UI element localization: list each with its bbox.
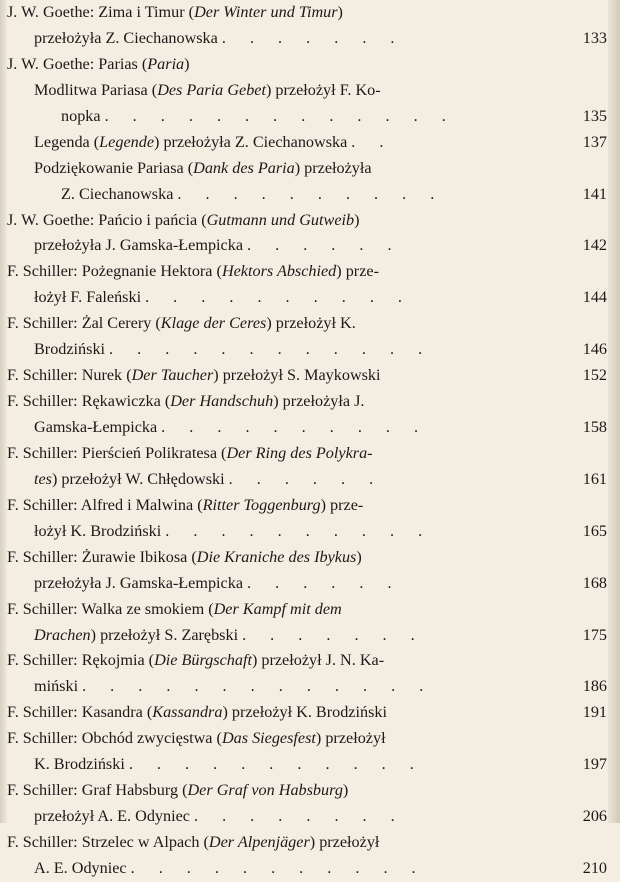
toc-line [7,726,607,752]
original-title: Drachen [34,625,91,644]
dot-leader: . . . . . . . . . . . [130,858,426,877]
page-number: 158 [582,418,607,436]
original-title: Paria [147,54,185,73]
original-title: Das Siegesfest [221,729,316,748]
entry-text: ) przełożył [315,729,386,748]
original-title: Die Kraniche des Ibykus [196,547,357,566]
entry-text: F. Schiller: Pierścień Polikratesa ( [7,443,227,462]
toc-line [7,804,607,830]
toc-line [7,26,607,52]
toc-line [7,156,607,182]
dot-leader: . . . . . . . . [193,807,405,826]
toc-line [7,752,607,778]
toc-line [7,467,607,493]
entry-text: F. Schiller: Kasandra ( [7,703,153,722]
entry-text: ) prze- [336,262,379,281]
toc-line [7,545,607,571]
original-title: Der Handschuh [170,392,274,411]
entry-text: przełożył A. E. Odyniec [34,807,190,826]
entry-text: A. E. Odyniec [34,858,127,877]
toc-line [7,415,607,441]
original-title: tes [34,469,52,488]
entry-text: ) prze- [320,495,364,514]
entry-text: ) przełożył S. Maykowski [213,366,381,385]
entry-text: ) przełożyła J. [273,392,365,411]
page-number: 141 [582,184,607,203]
entry-text: ) przełożył S. Zarębski [90,625,239,644]
toc-line [7,700,607,726]
entry-text: K. Brodziński [34,755,125,774]
entry-text: ) przełożył W. Chłędowski [51,469,225,488]
page-number: 168 [582,573,607,592]
dot-leader: . . . . . . . [242,625,425,644]
entry-text: przełożyła Z. Ciechanowska [34,28,218,47]
original-title: Des Paria Gebet [157,80,266,99]
dot-leader: . . . . . . [228,469,384,488]
page-number: 137 [582,132,607,151]
toc-line [7,856,607,882]
dot-leader: . . . . . . [247,573,402,592]
page-number: 191 [582,703,607,722]
dot-leader: . . . . . . . [221,28,405,47]
page-number: 161 [582,469,607,488]
toc-line [7,285,607,311]
dot-leader: . . [351,132,394,151]
page-number: 135 [582,106,607,125]
entry-text: F. Schiller: Rękojmia ( [7,651,155,670]
dot-leader: . . . . . . . . . . . [128,755,424,774]
toc-line [7,233,607,259]
toc-line [7,389,607,415]
page-number: 197 [582,755,607,774]
entry-text: nopka [61,106,101,125]
page-number: 146 [582,340,607,359]
original-title: Klage der Ceres [160,314,267,333]
dot-leader: . . . . . . . . . . [165,521,433,540]
toc-line [7,337,607,363]
original-title: Ritter Toggenburg [202,495,321,514]
entry-text: przełożyła J. Gamska-Łempicka [34,573,243,592]
entry-text: Brodziński [34,340,106,359]
page-number: 133 [582,28,607,47]
entry-text: Gamska-Łempicka [34,418,158,436]
entry-text: J. W. Goethe: Pańcio i pańcia ( [7,210,207,229]
page-number: 186 [582,677,607,696]
toc-line [7,519,607,545]
entry-text: ) przełożyła [294,158,372,177]
entry-text: ) [342,781,349,800]
dot-leader: . . . . . . . . . . . . . [82,677,434,696]
entry-text: ) przełożył K. [266,314,356,333]
toc-line [7,441,607,467]
original-title: Legende [99,132,155,151]
dot-leader: . . . . . . . . . . [177,184,445,203]
entry-text: F. Schiller: Alfred i Malwina ( [7,495,203,514]
entry-text: ) [356,547,362,566]
page-number: 144 [582,288,607,307]
entry-text: Z. Ciechanowska [61,184,174,203]
entry-text: F. Schiller: Żal Cerery ( [7,314,161,333]
entry-text: łożył F. Faleński [34,288,142,307]
toc-line [7,0,607,26]
page-number: 152 [582,366,607,385]
entry-text: F. Schiller: Obchód zwycięstwa ( [7,729,222,748]
toc-line [7,493,607,519]
entry-text: F. Schiller: Nurek ( [7,366,132,385]
toc-line [7,78,607,104]
toc-line [7,130,607,156]
toc-line [7,597,607,623]
original-title: Der Graf von Habsburg [187,781,343,800]
entry-text: ) przełożyła Z. Ciechanowska [154,132,348,151]
entry-text: ) [337,3,343,21]
page-gutter-left [0,0,7,823]
entry-text: Legenda ( [34,132,100,151]
original-title: Gutmann und Gutweib [206,210,355,229]
entry-text: ) przełożył F. Ko- [265,80,381,99]
toc-line [7,571,607,597]
entry-text: przełożyła J. Gamska-Łempicka [34,236,243,255]
entry-text: ) przełożył [309,833,380,851]
entry-text: F. Schiller: Żurawie Ibikosa ( [7,547,197,566]
entry-text: F. Schiller: Graf Habsburg ( [7,781,188,800]
page-edge-right [608,0,620,823]
toc-line [7,104,607,130]
original-title: Die Bürgschaft [154,651,252,670]
page-number: 165 [582,521,607,540]
dot-leader: . . . . . . . . . . . . [109,340,433,359]
entry-text: ) przełożył J. N. Ka- [251,651,385,670]
toc-line [7,182,607,208]
toc-line [7,208,607,234]
original-title: Kassandra [152,703,223,722]
original-title: Hektors Abschied [221,262,337,281]
entry-text: J. W. Goethe: Zima i Timur ( [7,3,195,21]
toc-line [7,648,607,674]
original-title: Der Kampf mit dem [213,599,342,618]
entry-text: miński [34,677,79,696]
original-title: Der Alpenjäger [208,833,310,851]
toc-line [7,52,607,78]
toc-line [7,623,607,649]
dot-leader: . . . . . . . . . . . . . [104,106,456,125]
page-number: 206 [582,807,607,826]
dot-leader: . . . . . . . . . . [161,418,429,436]
entry-text: ) [184,54,190,73]
entry-text: ) [354,210,360,229]
toc-line [7,830,607,856]
original-title: Der Winter und Timur [194,3,338,21]
dot-leader: . . . . . . [247,236,402,255]
original-title: Der Taucher [131,366,214,385]
toc-line [7,259,607,285]
page-number: 175 [582,625,607,644]
entry-text: łożył K. Brodziński [34,521,162,540]
original-title: Der Ring des Polykra- [226,443,373,462]
entry-text: J. W. Goethe: Parias ( [7,54,148,73]
entry-text: Modlitwa Pariasa ( [34,80,158,99]
entry-text: F. Schiller: Rękawiczka ( [7,392,171,411]
toc-line [7,778,607,804]
page-number: 142 [582,236,607,255]
toc-line [7,674,607,700]
table-of-contents [7,0,607,882]
page-number: 210 [582,858,607,877]
entry-text: F. Schiller: Strzelec w Alpach ( [7,833,209,851]
toc-line [7,311,607,337]
entry-text: F. Schiller: Pożegnanie Hektora ( [7,262,222,281]
entry-text: F. Schiller: Walka ze smokiem ( [7,599,214,618]
dot-leader: . . . . . . . . . . [145,288,412,307]
entry-text: ) przełożył K. Brodziński [222,703,387,722]
original-title: Dank des Paria [193,158,295,177]
toc-line [7,363,607,389]
entry-text: Podziękowanie Pariasa ( [34,158,194,177]
